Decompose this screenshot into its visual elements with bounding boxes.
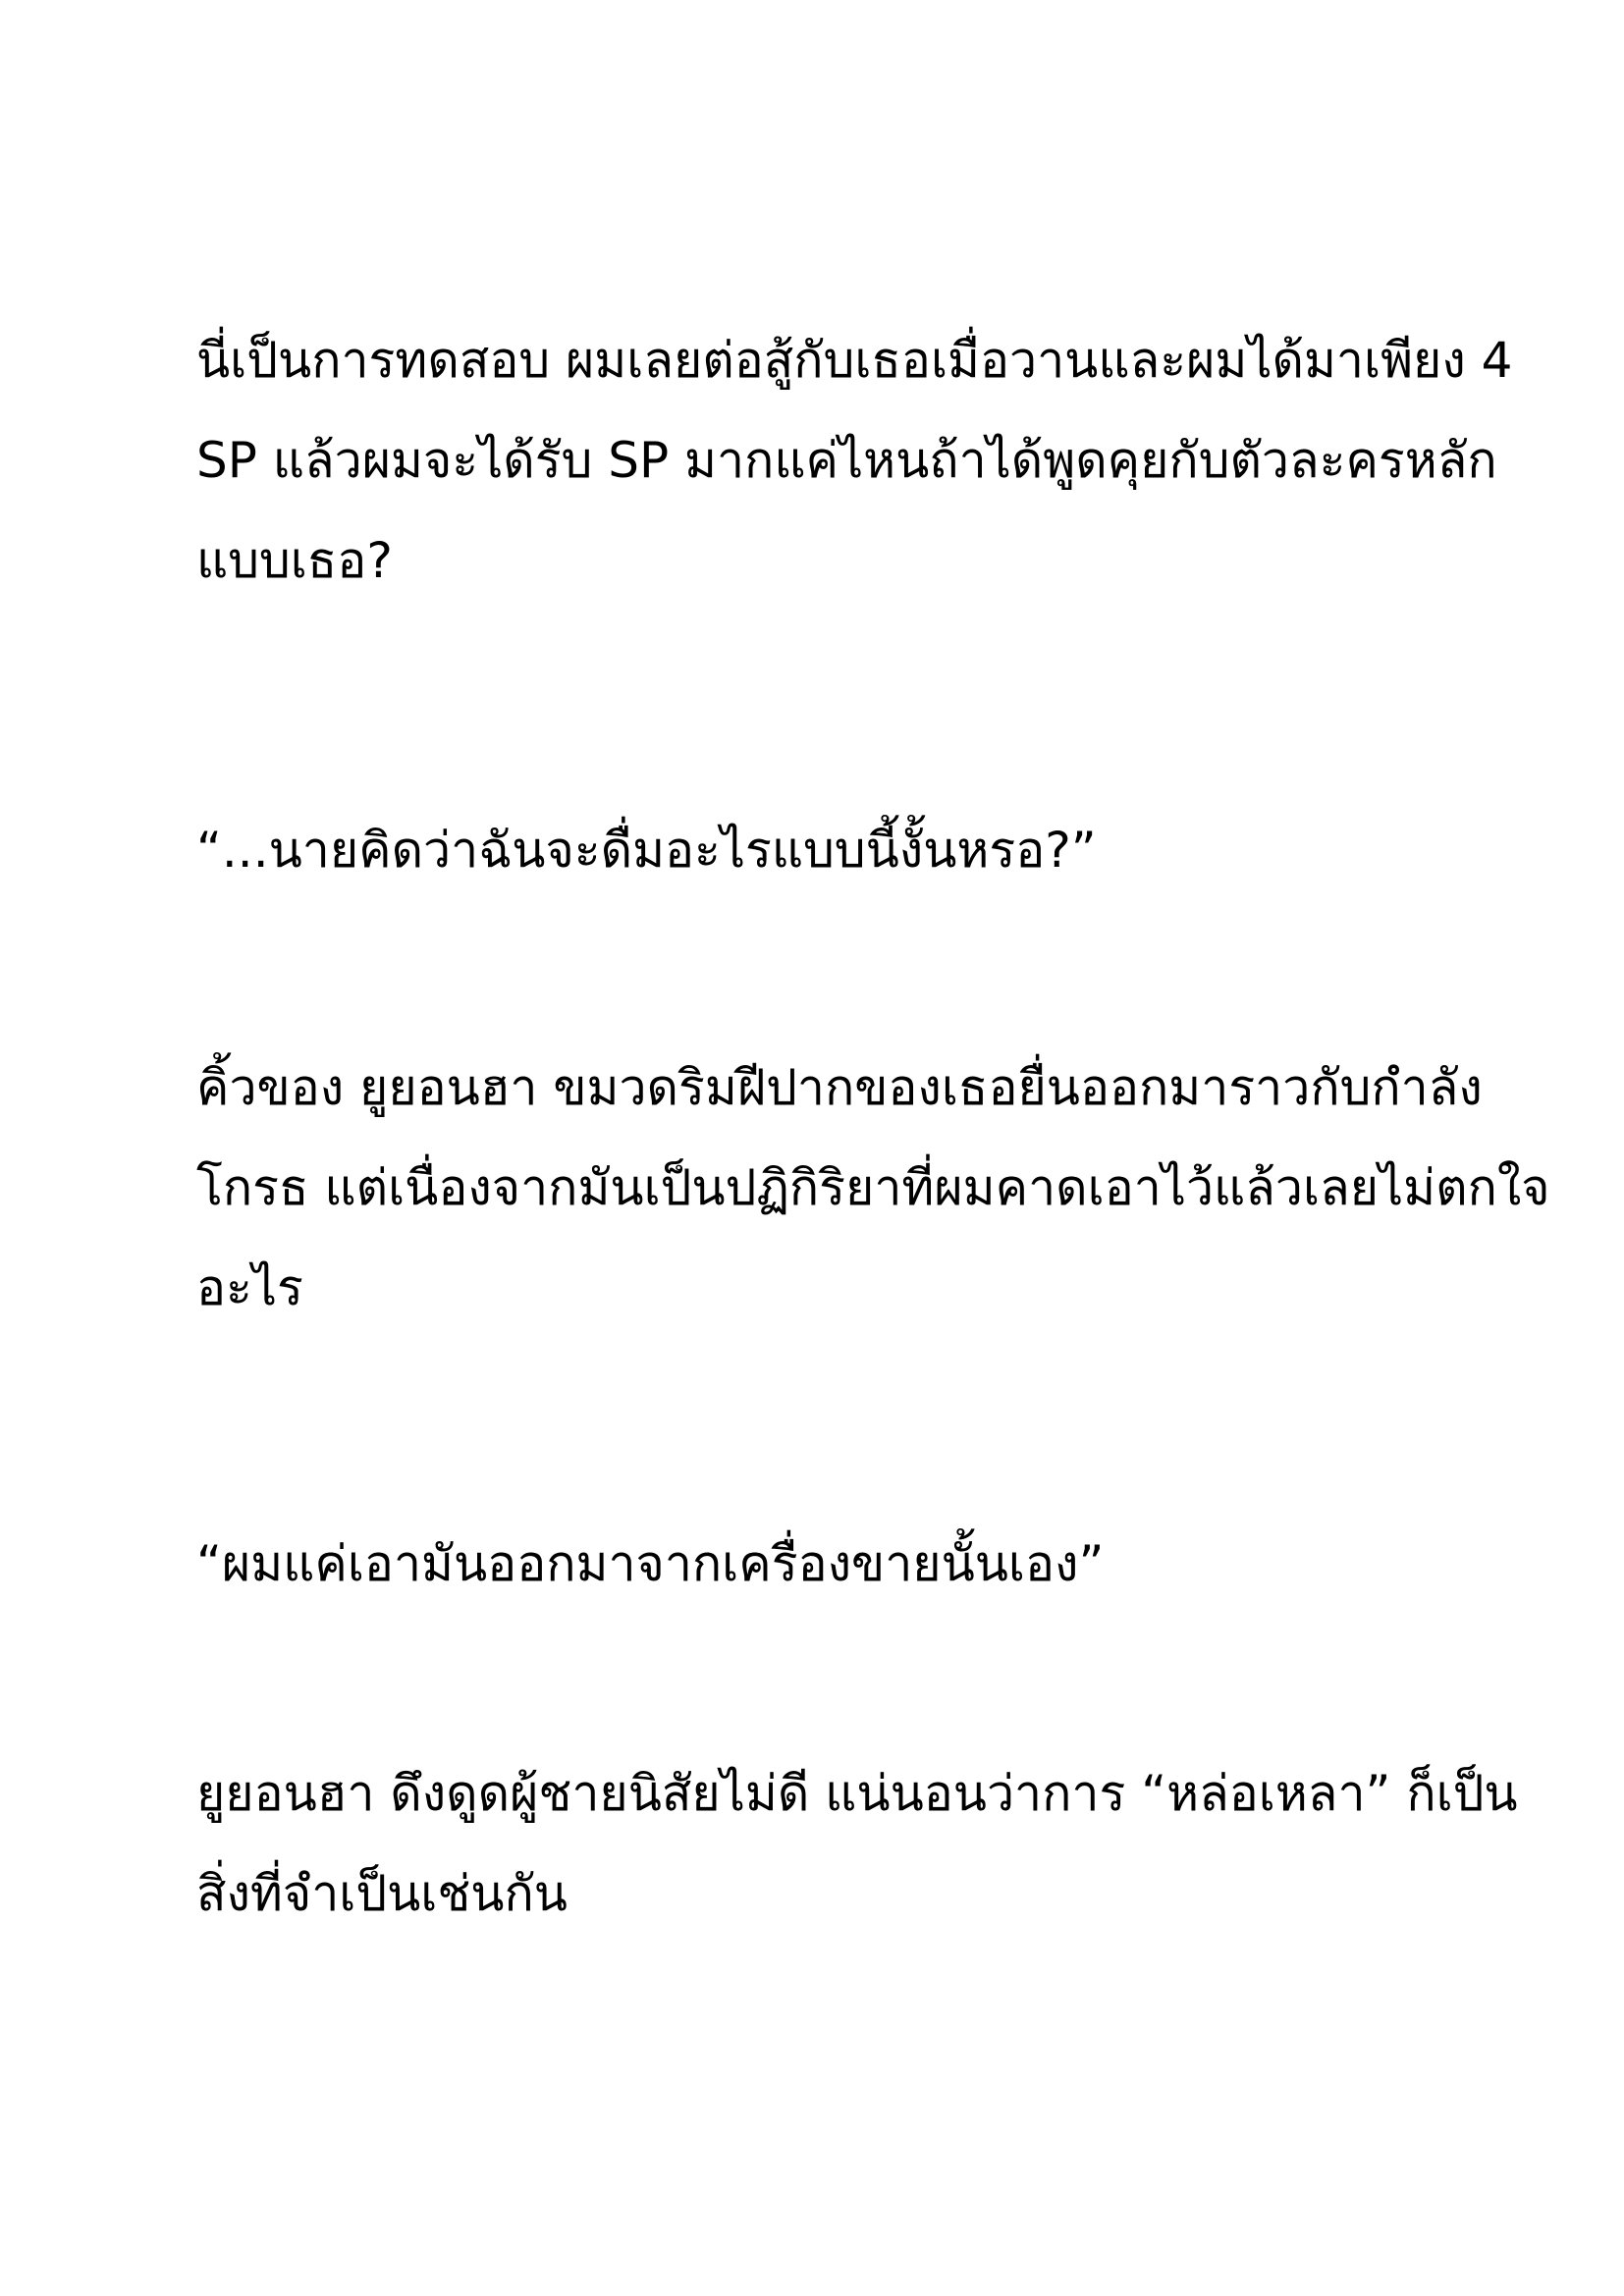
paragraph-narration-reaction <box>196 1038 1550 1338</box>
text-line: SP แล้วผมจะได้รับ SP มากแค่ไหนถ้าได้พูดคุยกับตัวละครหลัก <box>196 432 1497 489</box>
text-line: ยูยอนฮา ดึงดูดผู้ชายนิสัยไม่ดี แน่นอนว่าการ “หล่อเหลา” ก็เป็น <box>196 1765 1518 1822</box>
paragraph-dialogue-drink <box>196 800 1443 900</box>
paragraph-narration-sp-question <box>196 310 1513 611</box>
text-line: “...นายคิดว่าฉันจะดื่มอะไรแบบนี้งั้นหรอ?” <box>196 822 1097 879</box>
paragraph-narration-handsome <box>196 1743 1518 1944</box>
text-line: โกรธ แต่เนื่องจากมันเป็นปฏิกิริยาที่ผมคาดเอาไว้แล้วเลยไม่ตกใจ <box>196 1159 1550 1216</box>
paragraph-dialogue-vending <box>196 1514 1443 1614</box>
text-line: แบบเธอ? <box>196 532 393 589</box>
text-line: สิ่งที่จำเป็นเช่นกัน <box>196 1865 568 1922</box>
text-line: อะไร <box>196 1259 303 1316</box>
text-line: คิ้วของ ยูยอนฮา ขมวดริมฝีปากของเธอยื่นออกมาราวกับกำลัง <box>196 1059 1483 1116</box>
text-line: นี่เป็นการทดสอบ ผมเลยต่อสู้กับเธอเมื่อวานและผมได้มาเพียง 4 <box>196 332 1513 389</box>
text-line: “ผมแค่เอามันออกมาจากเครื่องขายนั้นเอง” <box>196 1535 1105 1592</box>
